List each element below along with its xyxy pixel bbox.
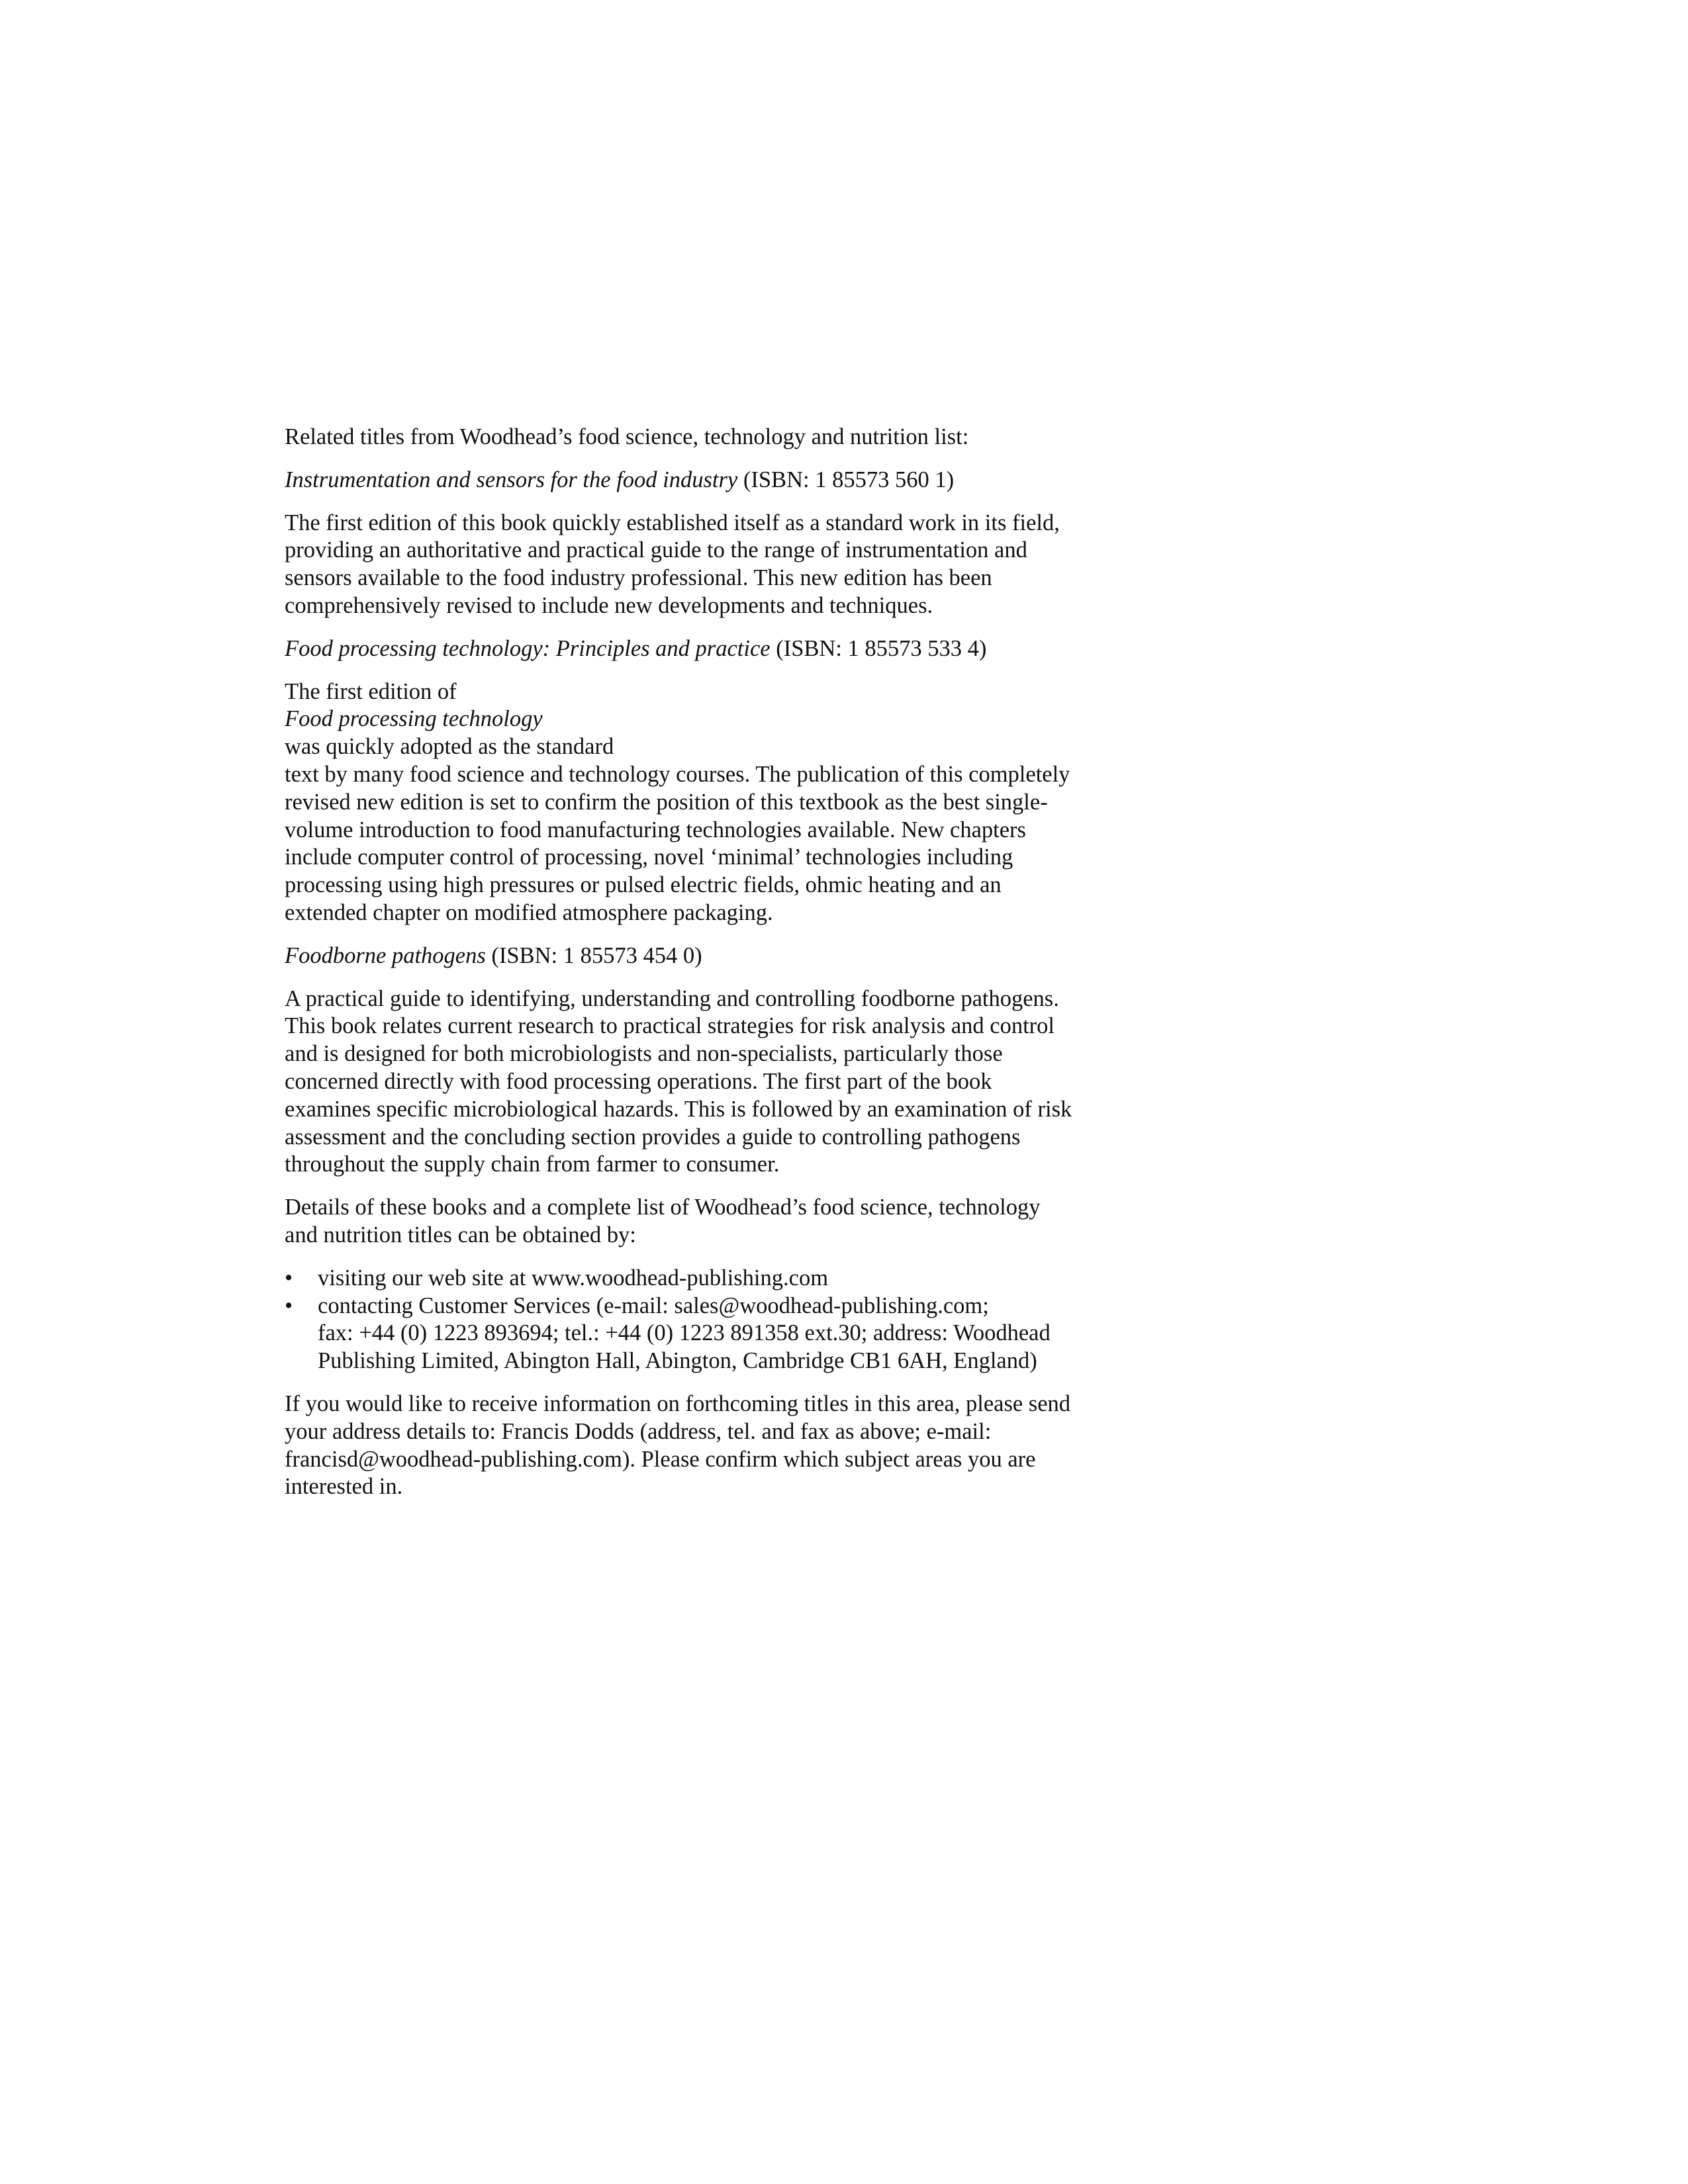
description-line: processing using high pressures or pulsed electric fields, ohmic heating and an (285, 872, 1002, 898)
description-prefix: The first edition of (285, 678, 457, 704)
description-line: assessment and the concluding section provides a guide to controlling pathogens (285, 1124, 1021, 1150)
description-line: providing an authoritative and practical guide to the range of instrumentation and (285, 537, 1027, 563)
details-line: and nutrition titles can be obtained by: (285, 1222, 636, 1248)
contact-line: • contacting Customer Services (e-mail: sales@woodhead-publishing.com; (318, 1293, 989, 1318)
description-line: sensors available to the food industry professional. This new edition has been (285, 565, 992, 591)
description-line: volume introduction to food manufacturing technologies available. New chapters (285, 817, 1026, 842)
closing-line: If you would like to receive information on forthcoming titles in this area, please send (285, 1390, 1071, 1416)
contact-item-website (285, 1265, 1185, 1293)
description-line: A practical guide to identifying, understanding and controlling foodborne pathogens. (285, 985, 1059, 1011)
book-heading (285, 635, 1185, 663)
book-title: Foodborne pathogens (285, 942, 486, 968)
closing-text (285, 1390, 1185, 1501)
description-line: examines specific microbiological hazards. This is followed by an examination of risk (285, 1096, 1072, 1122)
contact-list (285, 1265, 1185, 1375)
description-line: and is designed for both microbiologists and non-specialists, particularly those (285, 1041, 1003, 1067)
description-line (285, 678, 1185, 761)
description-line: throughout the supply chain from farmer to consumer. (285, 1152, 780, 1177)
description-line: comprehensively revised to include new developments and techniques. (285, 592, 933, 618)
book-heading (285, 467, 1185, 494)
description-line: This book relates current research to practical strategies for risk analysis and control (285, 1013, 1055, 1039)
book-title: Food processing technology: Principles and practice (285, 635, 771, 661)
closing-line: francisd@woodhead-publishing.com). Please confirm which subject areas you are (285, 1446, 1036, 1472)
details-text (285, 1194, 1185, 1250)
book-isbn: (ISBN: 1 85573 454 0) (485, 942, 702, 968)
contact-item-customer-services (285, 1293, 1185, 1375)
description-line: revised new edition is set to confirm the position of this textbook as the best single- (285, 789, 1048, 815)
contact-line: Publishing Limited, Abington Hall, Abington, Cambridge CB1 6AH, England) (318, 1348, 1037, 1374)
book-heading (285, 942, 1185, 970)
inline-book-title: Food processing technology (285, 706, 543, 732)
description-line: extended chapter on modified atmosphere packaging. (285, 899, 773, 925)
description-line: include computer control of processing, novel ‘minimal’ technologies including (285, 844, 1013, 870)
intro-text: Related titles from Woodhead’s food science, technology and nutrition list: (285, 424, 969, 449)
book-description (285, 678, 1185, 927)
book-description (285, 985, 1185, 1179)
closing-line: your address details to: Francis Dodds (address, tel. and fax as above; e-mail: (285, 1418, 992, 1444)
contact-line: fax: +44 (0) 1223 893694; tel.: +44 (0) 1223 891358 ext.30; address: Woodhead (318, 1320, 1051, 1346)
related-titles-section (285, 424, 1185, 1516)
book-title: Instrumentation and sensors for the food industry (285, 467, 738, 492)
book-isbn: (ISBN: 1 85573 533 4) (770, 635, 987, 661)
details-line: Details of these books and a complete list of Woodhead’s food science, technology (285, 1195, 1041, 1220)
description-line: text by many food science and technology courses. The publication of this completely (285, 761, 1070, 787)
description-line: concerned directly with food processing operations. The first part of the book (285, 1068, 992, 1094)
description-suffix: was quickly adopted as the standard (285, 734, 614, 760)
book-description (285, 510, 1185, 620)
closing-line: interested in. (285, 1474, 403, 1500)
contact-line: • visiting our web site at www.woodhead-publishing.com (318, 1265, 829, 1291)
book-isbn: (ISBN: 1 85573 560 1) (737, 467, 955, 492)
description-line: The first edition of this book quickly established itself as a standard work in its field, (285, 510, 1060, 535)
